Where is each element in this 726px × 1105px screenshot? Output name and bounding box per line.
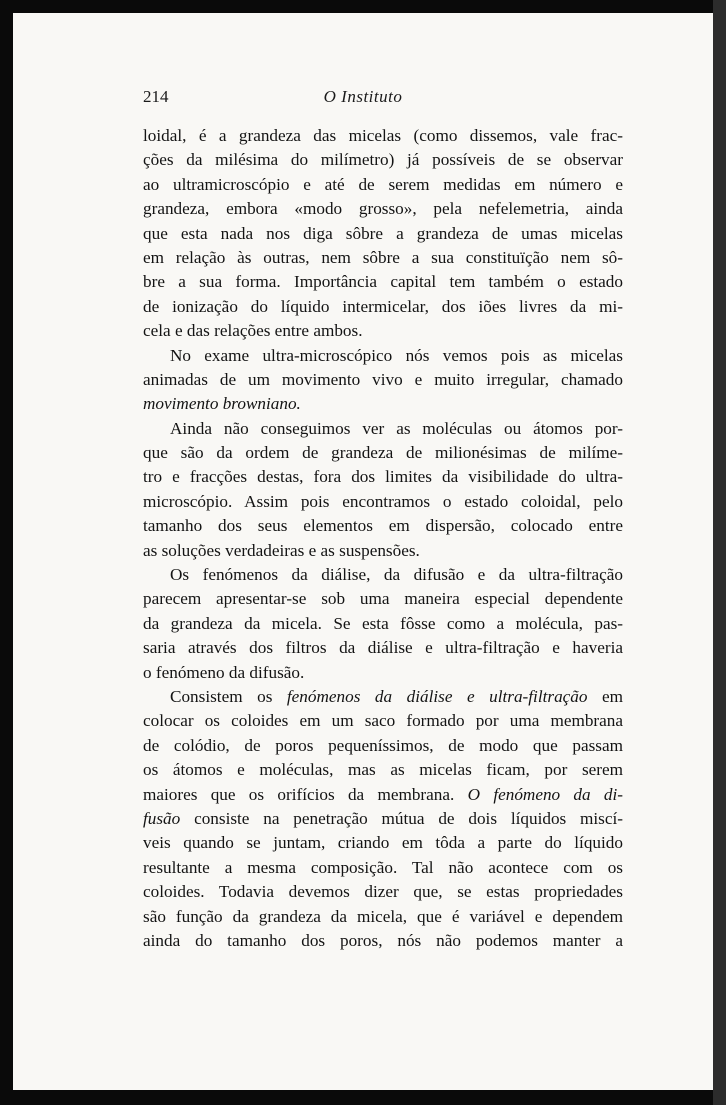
text-segment: resultante a mesma composição. Tal não acontece com os	[143, 857, 623, 877]
text-line	[143, 173, 623, 197]
text-line	[143, 270, 623, 294]
body-text	[143, 124, 623, 953]
page-number: 214	[143, 87, 169, 106]
text-line	[143, 295, 623, 319]
italic-segment: O fenómeno da di-	[467, 784, 624, 804]
text-line	[143, 514, 623, 538]
text-line	[143, 539, 623, 563]
text-segment: Consistem os	[170, 686, 287, 706]
text-segment: ainda do tamanho dos poros, nós não podemos manter a	[143, 930, 623, 950]
text-line	[143, 465, 623, 489]
text-line	[143, 661, 623, 685]
text-line	[143, 222, 623, 246]
text-segment: em relação às outras, nem sôbre a sua constituïção nem sô-	[143, 247, 623, 267]
text-segment: ao ultramicroscópio e até de serem medidas em número e	[143, 174, 623, 194]
text-segment: loidal, é a grandeza das micelas (como dissemos, vale frac-	[143, 126, 623, 145]
text-line	[143, 417, 623, 441]
text-line	[143, 392, 623, 416]
text-segment: são função da grandeza da micela, que é variável e dependem	[143, 906, 623, 926]
text-segment: tro e fracções destas, fora dos limites da visibilidade do ultra-	[143, 467, 623, 487]
text-segment: o fenómeno da difusão.	[143, 662, 305, 682]
text-line	[143, 709, 623, 733]
text-line	[143, 685, 623, 709]
page-header	[13, 87, 713, 111]
text-segment: No exame ultra-microscópico nós vemos pois as micelas	[170, 345, 623, 365]
text-segment: grandeza, embora «modo grosso», pela nefelemetria, ainda	[143, 199, 623, 219]
text-segment: animadas de um movimento vivo e muito irregular, chamado	[143, 369, 623, 389]
text-segment: que esta nada nos diga sôbre a grandeza de umas micelas	[143, 223, 623, 243]
text-line	[143, 905, 623, 929]
text-line	[143, 758, 623, 782]
text-line	[143, 441, 623, 465]
text-segment: Ainda não conseguimos ver as moléculas ou átomos por-	[170, 418, 623, 438]
text-line	[143, 783, 623, 807]
text-segment: Os fenómenos da diálise, da difusão e da ultra-filtração	[170, 565, 623, 585]
running-title: O Instituto	[323, 87, 403, 106]
text-segment: bre a sua forma. Importância capital tem também o estado	[143, 272, 623, 292]
text-segment: colocar os coloides em um saco formado por uma membrana	[143, 711, 623, 731]
page-edge-shadow	[713, 0, 726, 1105]
text-line	[143, 563, 623, 587]
text-segment: da grandeza da micela. Se esta fôsse como a molécula, pas-	[143, 613, 623, 633]
text-line	[143, 319, 623, 343]
text-line	[143, 612, 623, 636]
italic-segment: movimento browniano.	[143, 394, 301, 414]
text-line	[143, 124, 623, 148]
text-line	[143, 856, 623, 880]
text-segment: em	[587, 686, 623, 706]
text-line	[143, 929, 623, 953]
text-line	[143, 880, 623, 904]
text-line	[143, 490, 623, 514]
text-line	[143, 636, 623, 660]
italic-segment: fusão	[143, 808, 181, 828]
text-line	[143, 368, 623, 392]
text-segment: veis quando se juntam, criando em tôda a parte do líquido	[143, 833, 623, 853]
text-segment: os átomos e moléculas, mas as micelas ficam, por serem	[143, 760, 623, 780]
text-segment: de colódio, de poros pequeníssimos, de modo que passam	[143, 735, 623, 755]
book-page	[13, 13, 713, 1090]
text-segment: saria através dos filtros da diálise e ultra-filtração e haveria	[143, 638, 623, 658]
text-line	[143, 831, 623, 855]
text-line	[143, 246, 623, 270]
text-segment: as soluções verdadeiras e as suspensões.	[143, 540, 420, 560]
text-line	[143, 734, 623, 758]
text-line	[143, 807, 623, 831]
text-segment: coloides. Todavia devemos dizer que, se estas propriedades	[143, 882, 623, 902]
text-segment: parecem apresentar-se sob uma maneira especial dependente	[143, 589, 623, 609]
text-line	[143, 148, 623, 172]
text-segment: ções da milésima do milímetro) já possíveis de se observar	[143, 150, 623, 170]
text-segment: que são da ordem de grandeza de milionésimas de milíme-	[143, 443, 623, 463]
text-segment: tamanho dos seus elementos em dispersão, colocado entre	[143, 516, 623, 536]
italic-segment: fenómenos da diálise e ultra-filtração	[286, 686, 588, 706]
text-line	[143, 587, 623, 611]
text-line	[143, 197, 623, 221]
text-segment: maiores que os orifícios da membrana.	[143, 784, 468, 804]
text-segment: microscópio. Assim pois encontramos o estado coloidal, pelo	[143, 491, 623, 511]
text-segment: cela e das relações entre ambos.	[143, 321, 363, 341]
text-segment: consiste na penetração mútua de dois líquidos miscí-	[180, 808, 623, 828]
text-segment: de ionização do líquido intermicelar, dos iões livres da mi-	[143, 296, 623, 316]
text-line	[143, 344, 623, 368]
